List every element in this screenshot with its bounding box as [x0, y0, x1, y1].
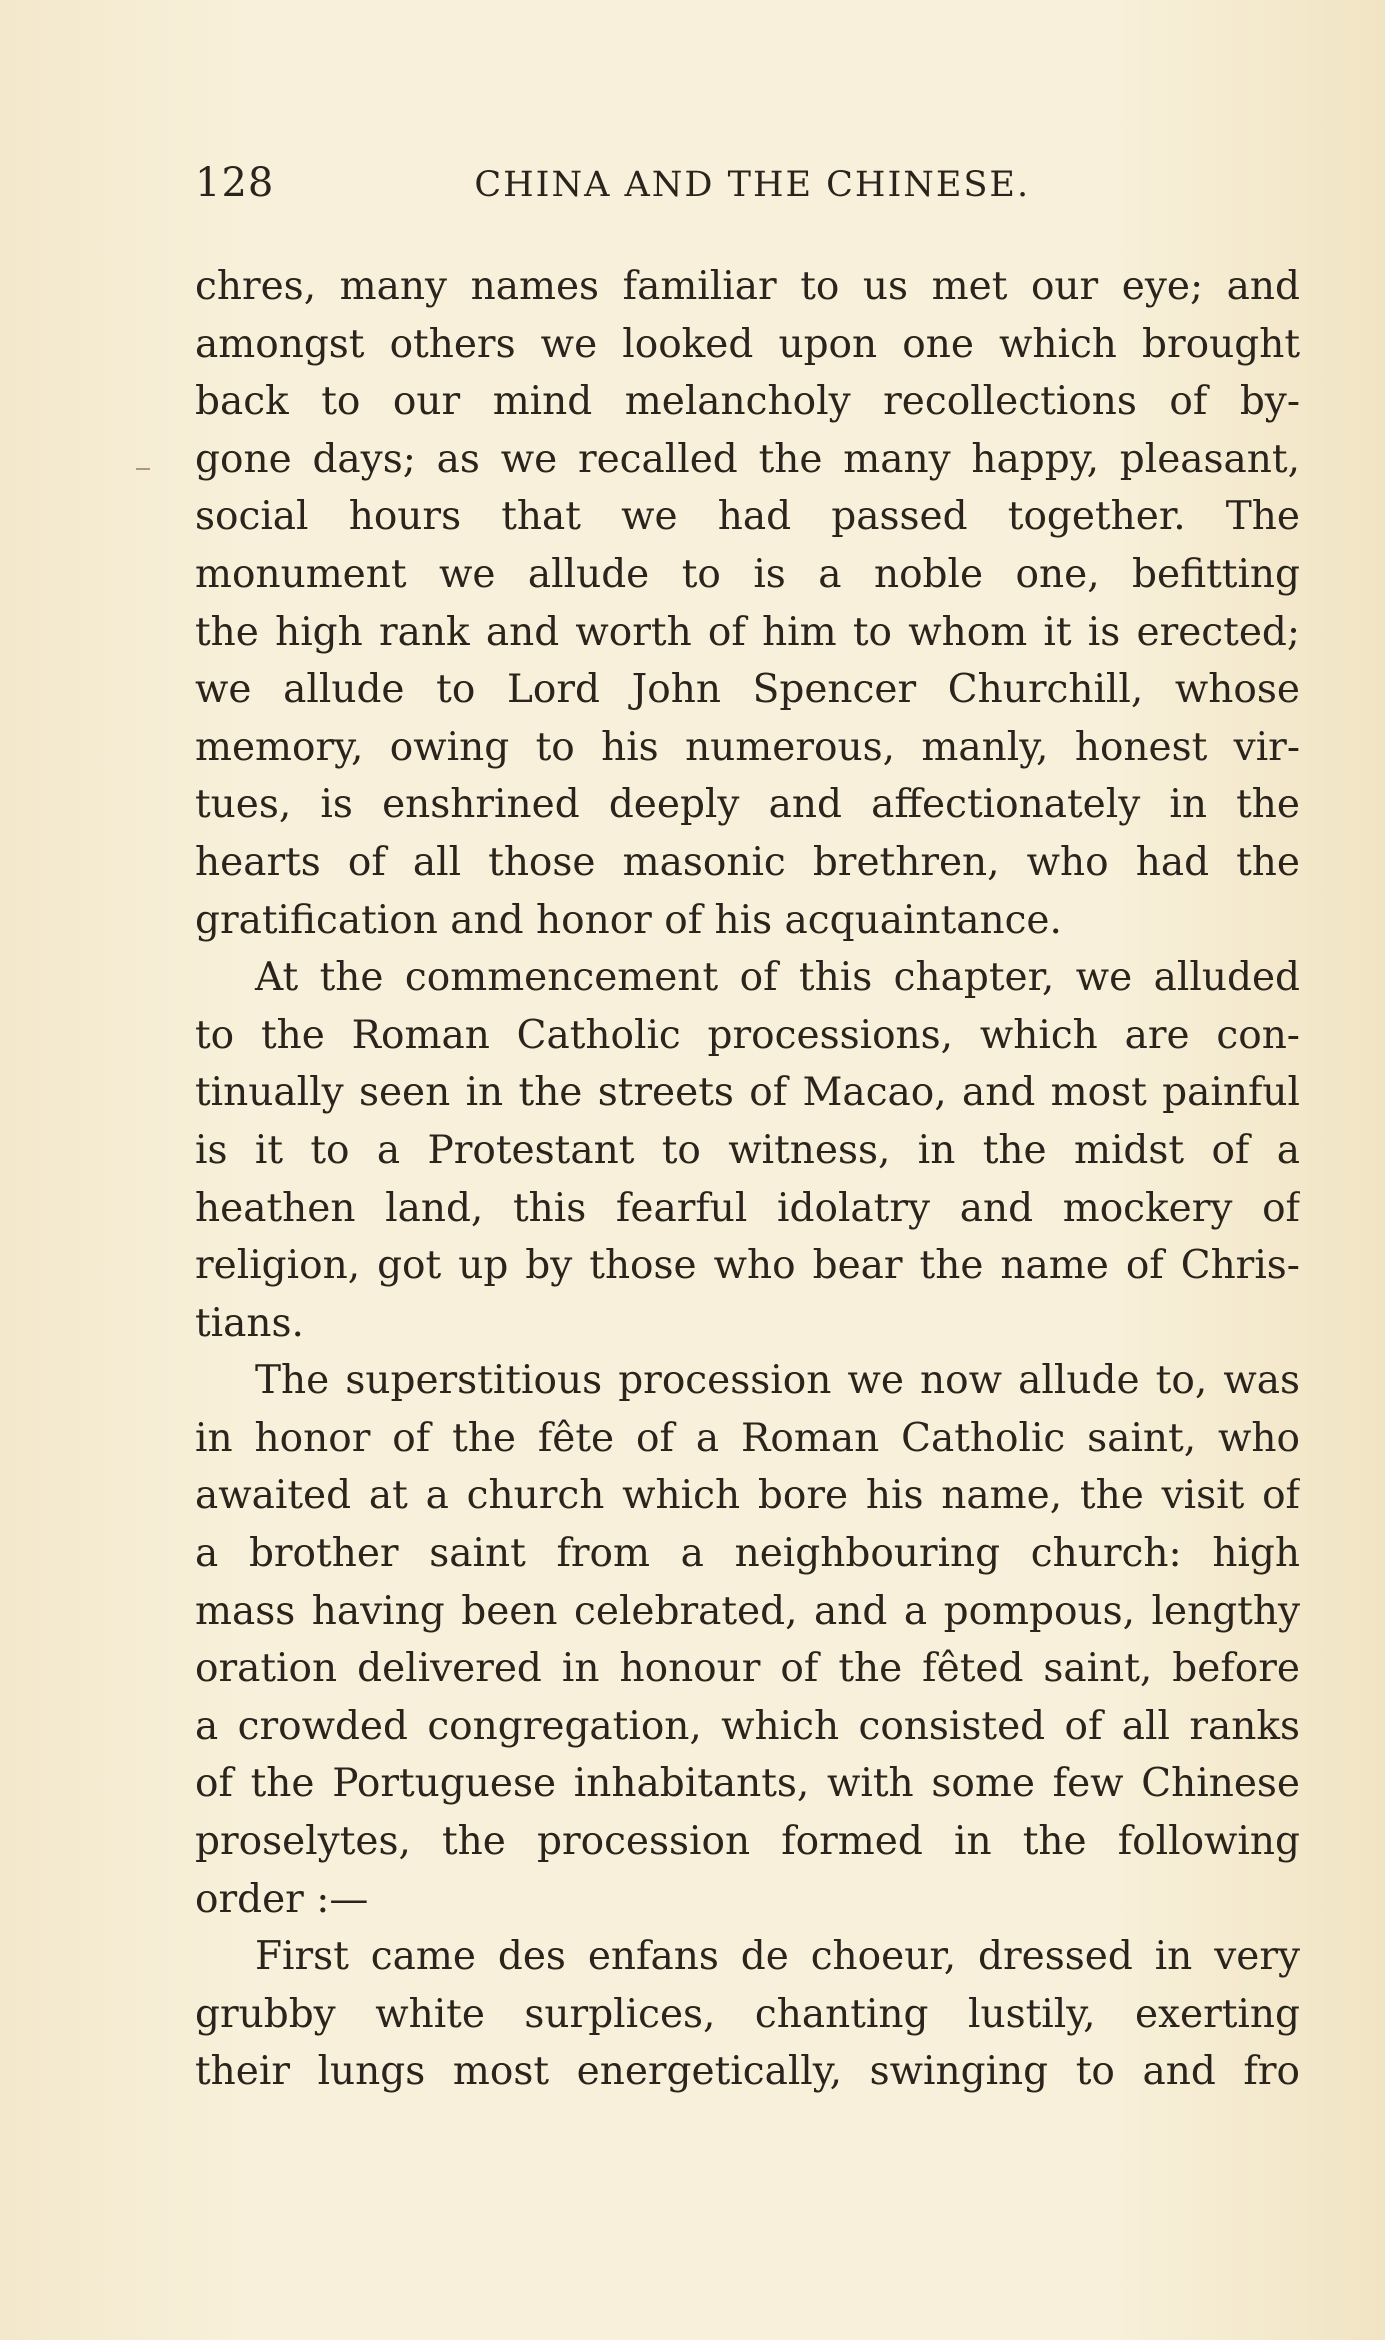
text-line: mass having been celebrated, and a pompous, lengthy — [195, 1588, 1300, 1634]
text-line: a crowded congregation, which consisted of all ranks — [195, 1703, 1300, 1749]
text-line: gratification and honor of his acquaintance. — [195, 897, 1062, 943]
text-line: amongst others we looked upon one which brought — [195, 321, 1300, 367]
paragraph-start-line: First came des enfans de choeur, dressed in very — [255, 1934, 1300, 1980]
text-line: chres, many names familiar to us met our eye; and — [195, 264, 1300, 309]
page-number: 128 — [195, 160, 275, 206]
text-line: tues, is enshrined deeply and affectionately in the — [195, 782, 1300, 828]
margin-mark — [136, 468, 150, 470]
text-line: hearts of all those masonic brethren, who had the — [195, 839, 1300, 885]
text-line: gone days; as we recalled the many happy, pleasant, — [195, 436, 1300, 482]
body-text — [195, 258, 1300, 2101]
text-line: monument we allude to is a noble one, befitting — [195, 551, 1300, 597]
running-head — [195, 160, 1300, 220]
text-line: in honor of the fête of a Roman Catholic saint, who — [195, 1415, 1300, 1461]
text-line: of the Portuguese inhabitants, with some few Chinese — [195, 1761, 1300, 1807]
text-line: religion, got up by those who bear the name of Chris- — [195, 1243, 1300, 1289]
text-line: back to our mind melancholy recollections of by- — [195, 379, 1300, 425]
text-line: their lungs most energetically, swinging to and fro — [195, 2049, 1300, 2095]
text-line: heathen land, this fearful idolatry and mockery of — [195, 1185, 1300, 1231]
text-line: to the Roman Catholic processions, which are con- — [195, 1012, 1300, 1058]
text-line: awaited at a church which bore his name, the visit of — [195, 1473, 1300, 1519]
text-line: tians. — [195, 1300, 304, 1346]
text-line: social hours that we had passed together. The — [195, 494, 1300, 540]
text-line: the high rank and worth of him to whom it is erected; — [195, 609, 1300, 655]
text-line: proselytes, the procession formed in the following — [195, 1819, 1300, 1865]
text-line: order :— — [195, 1876, 369, 1922]
text-line: memory, owing to his numerous, manly, honest vir- — [195, 724, 1300, 770]
text-line: we allude to Lord John Spencer Churchill, whose — [195, 667, 1300, 713]
text-line: grubby white surplices, chanting lustily, exerting — [195, 1991, 1300, 2037]
paragraph-start-line: At the commencement of this chapter, we alluded — [255, 955, 1300, 1001]
text-line: is it to a Protestant to witness, in the midst of a — [195, 1127, 1300, 1173]
text-line: oration delivered in honour of the fêted saint, before — [195, 1646, 1300, 1692]
text-line: tinually seen in the streets of Macao, and most painful — [195, 1070, 1300, 1116]
text-line: a brother saint from a neighbouring church: high — [195, 1531, 1300, 1577]
paragraph-start-line: The superstitious procession we now allude to, was — [255, 1358, 1300, 1404]
running-title: CHINA AND THE CHINESE. — [474, 165, 1031, 205]
